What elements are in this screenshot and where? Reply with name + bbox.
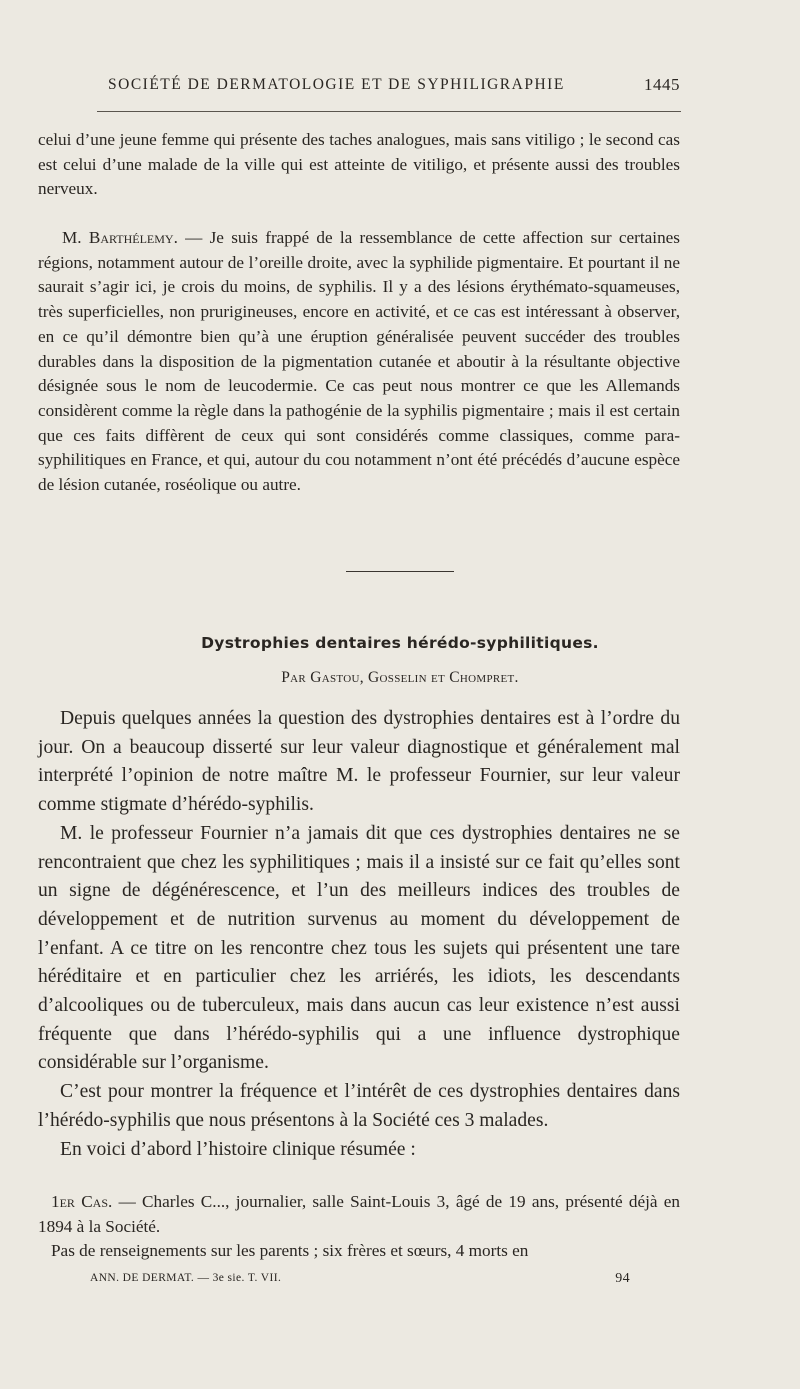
section-authors: Par Gastou, Gosselin et Chompret. — [281, 669, 519, 686]
section-divider — [346, 571, 454, 572]
section-title: Dystrophies dentaires hérédo-syphilitiques. — [201, 634, 599, 652]
discussion-paragraph-2 — [38, 226, 680, 498]
body-paragraph: M. le professeur Fournier n’a jamais dit que ces dystrophies dentaires ne se rencontraient que chez les syphilitiques ; mais il a insisté sur ce fait qu’elles sont un signe de dégénérescence, et l’un des meilleurs indices des troubles de développement et de nutrition survenus au moment du développement de l’enfant. A ce titre on les rencontre chez tous les sujets qui présentent une tare héréditaire et en particulier chez les arriérés, les idiots, les descendants d’alcooliques ou de tuberculeux, mais dans aucun cas leur existence n’est aussi fréquente que dans l’hérédo-syphilis qui a une influence dystrophique considérable sur l’organisme. — [38, 822, 680, 1074]
case-paragraph — [38, 1190, 680, 1239]
speaker-name: M. Barthélemy. — [62, 228, 178, 247]
header-title: SOCIÉTÉ DE DERMATOLOGIE ET DE SYPHILIGRAPHIE — [108, 76, 565, 93]
case-label: 1er Cas. — [51, 1192, 113, 1211]
case-report — [38, 1190, 680, 1264]
case-paragraph-next: Pas de renseignements sur les parents ; six frères et sœurs, 4 morts en — [51, 1241, 529, 1261]
article-body — [38, 705, 680, 1164]
body-paragraph: C’est pour montrer la fréquence et l’intérêt de ces dystrophies dentaires dans l’hérédo-syphilis que nous présentons à la Société ces 3 malades. — [38, 1081, 680, 1131]
journal-reference: ANN. DE DERMAT. — 3e sie. T. VII. — [90, 1272, 282, 1284]
case-text: — Charles C..., journalier, salle Saint-Louis 3, âgé de 19 ans, présenté déjà en 1894 à la Société. — [38, 1192, 681, 1236]
signature-mark: 94 — [615, 1271, 630, 1286]
page-number: 1445 — [644, 75, 680, 94]
body-paragraph: Depuis quelques années la question des dystrophies dentaires est à l’ordre du jour. On a beaucoup disserté sur leur valeur diagnostique et généralement mal interprété l’opinion de notre maître M. le professeur Fournier, sur leur valeur comme stigmate d’hérédo-syphilis. — [38, 708, 680, 816]
discussion-paragraph-1 — [38, 128, 680, 202]
paragraph-container — [38, 226, 680, 498]
paragraph-text: — Je suis frappé de la ressemblance de cette affection sur certaines régions, notamment autour de l’oreille droite, avec la syphilide pigmentaire. Et pourtant il ne saurait s’agir ici, je crois du moins, de syphilis. Il y a des lésions érythémato-squameuses, très superficielles, non prurigineuses, encore en activité, et ce cas est intéressant à observer, en ce qu’il démontre bien qu’à une éruption généralisée peuvent succéder des troubles durables dans la disposition de la pigmentation cutanée et aboutir à la résultante objective désignée sous le nom de leucodermie. Ce cas peut nous montrer ce que les Allemands considèrent comme la règle dans la pathogénie de la syphilis pigmentaire ; mais il est certain que ces faits diffèrent de ceux qui sont considérés comme classiques, comme para-syphilitiques en France, et qui, autour du cou notamment n’ont été précédés d’aucune espèce de lésion cutanée, roséolique ou autre. — [38, 228, 680, 495]
paragraph-text: celui d’une jeune femme qui présente des taches analogues, mais sans vitiligo ; le second cas est celui d’une malade de la ville qui est atteinte de vitiligo, et présente aussi des troubles nerveux. — [38, 130, 680, 199]
body-paragraph: En voici d’abord l’histoire clinique résumée : — [60, 1138, 416, 1160]
header-rule — [97, 111, 681, 112]
